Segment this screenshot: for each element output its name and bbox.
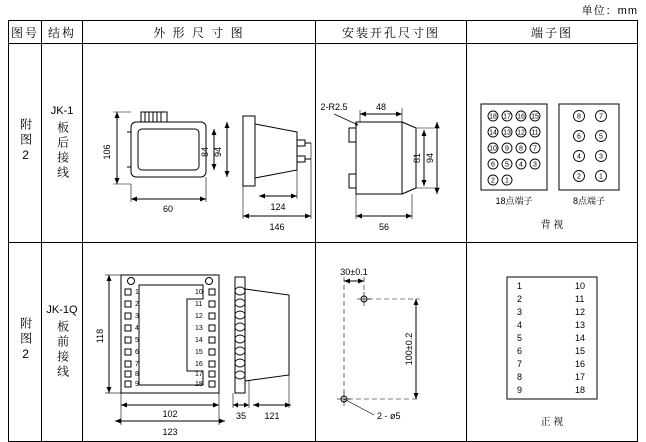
caption-front-view: 正 视 xyxy=(540,417,564,428)
ref-label-1: 附图2 xyxy=(18,118,33,165)
terminal-num: 14 xyxy=(575,333,586,343)
terminal-num: 8 xyxy=(517,372,523,382)
dim-94-hole: 94 xyxy=(425,152,435,164)
terminal-num: 6 xyxy=(517,346,523,356)
dim-123: 123 xyxy=(162,427,178,437)
caption-18-terminal: 18点端子 xyxy=(495,196,533,206)
terminal-num: 10 xyxy=(489,145,497,153)
mounting-hole-drawing-jk1q xyxy=(316,243,466,441)
terminal-num: 10 xyxy=(575,281,586,291)
outline-terminal-num: 16 xyxy=(195,360,203,368)
struct-text-1: 板后接线 xyxy=(55,121,70,181)
terminal-num: 4 xyxy=(517,320,523,330)
terminal-num: 5 xyxy=(599,133,603,141)
caption-rear-view: 背 视 xyxy=(540,220,564,231)
terminal-group-18 xyxy=(488,111,540,185)
terminal-num: 18 xyxy=(489,113,497,121)
terminal-num: 8 xyxy=(519,145,523,153)
terminal-num: 14 xyxy=(489,129,497,137)
struct-text-2: 板前接线 xyxy=(55,320,70,380)
table-row xyxy=(9,44,638,243)
terminal-num: 6 xyxy=(577,133,581,141)
outline-terminal-num: 15 xyxy=(195,348,203,356)
outline-terminal-num: 18 xyxy=(195,380,203,388)
th-struct: 结构 xyxy=(42,21,83,44)
outline-drawing-jk1 xyxy=(83,44,315,242)
terminal-group-8 xyxy=(574,111,607,182)
dim-118: 118 xyxy=(95,328,105,344)
terminal-num: 17 xyxy=(503,113,511,121)
cell-outline-1 xyxy=(83,44,316,243)
dim-121: 121 xyxy=(264,411,280,421)
dim-35: 35 xyxy=(235,411,247,421)
outline-terminal-num: 4 xyxy=(135,324,139,332)
cell-struct-2 xyxy=(42,243,83,442)
terminal-num: 11 xyxy=(575,294,585,304)
terminal-num: 5 xyxy=(505,161,509,169)
struct-model-1: JK-1 xyxy=(50,105,74,117)
dim-146: 146 xyxy=(269,222,285,232)
dim-84: 84 xyxy=(200,146,210,158)
dim-holes: 2 - ø5 xyxy=(377,411,401,421)
cell-terminal-2 xyxy=(467,243,638,442)
terminal-num: 11 xyxy=(531,129,539,137)
terminal-num: 2 xyxy=(577,173,581,181)
dim-30: 30±0.1 xyxy=(340,267,368,277)
terminal-num: 2 xyxy=(491,177,495,185)
terminal-num: 2 xyxy=(517,294,523,304)
outline-terminal-num: 1 xyxy=(135,288,139,296)
caption-8-terminal: 8点端子 xyxy=(572,196,606,206)
outline-terminal-num: 8 xyxy=(135,370,139,378)
unit-note: 单位：mm xyxy=(581,5,638,17)
cell-terminal-1 xyxy=(467,44,638,243)
th-hole: 安装开孔尺寸图 xyxy=(316,21,467,44)
outline-terminal-num: 11 xyxy=(195,300,203,308)
terminal-num: 1 xyxy=(599,173,603,181)
outline-terminal-num: 13 xyxy=(195,324,203,332)
terminal-num: 17 xyxy=(575,372,586,382)
terminal-num: 9 xyxy=(505,145,509,153)
terminal-num: 6 xyxy=(491,161,495,169)
outline-terminal-num: 3 xyxy=(135,312,139,320)
dim-48: 48 xyxy=(375,102,387,112)
terminal-drawing-jk1 xyxy=(467,44,637,242)
terminal-num: 4 xyxy=(519,161,523,169)
cell-ref-1 xyxy=(9,44,42,243)
cell-outline-2 xyxy=(83,243,316,442)
terminal-num: 5 xyxy=(517,333,523,343)
dim-100: 100±0.2 xyxy=(404,332,414,366)
dimension-table xyxy=(8,20,638,442)
outline-terminal-num: 2 xyxy=(135,300,139,308)
struct-model-2: JK-1Q xyxy=(46,304,78,316)
dim-124: 124 xyxy=(270,202,286,212)
th-terminal: 端子图 xyxy=(467,21,638,44)
outline-terminal-num: 12 xyxy=(195,312,203,320)
dim-81: 81 xyxy=(412,152,422,164)
terminal-num: 1 xyxy=(505,177,509,185)
terminal-num: 7 xyxy=(517,359,523,369)
terminal-num: 12 xyxy=(575,307,586,317)
terminal-num: 1 xyxy=(517,281,523,291)
terminal-num: 15 xyxy=(531,113,539,121)
dim-r25: 2-R2.5 xyxy=(320,102,348,112)
outline-terminal-num: 5 xyxy=(135,336,139,344)
terminal-num: 7 xyxy=(533,145,537,153)
dim-56: 56 xyxy=(378,222,390,232)
cell-struct-1 xyxy=(42,44,83,243)
dim-60: 60 xyxy=(162,204,174,214)
outline-terminal-num: 17 xyxy=(195,370,203,378)
table-row xyxy=(9,243,638,442)
cell-hole-1 xyxy=(316,44,467,243)
terminal-num: 13 xyxy=(575,320,586,330)
terminal-num: 7 xyxy=(599,113,603,121)
outline-terminal-num: 10 xyxy=(195,288,203,296)
terminal-num: 18 xyxy=(575,385,586,395)
terminal-num: 3 xyxy=(533,161,537,169)
terminal-num: 16 xyxy=(517,113,525,121)
cell-hole-2 xyxy=(316,243,467,442)
outline-drawing-jk1q xyxy=(83,243,315,441)
terminal-num: 3 xyxy=(599,153,603,161)
dim-94: 94 xyxy=(213,146,223,158)
terminal-num: 12 xyxy=(517,129,525,137)
dim-106: 106 xyxy=(102,144,112,160)
terminal-drawing-jk1q xyxy=(467,243,637,441)
outline-terminal-num: 9 xyxy=(135,380,139,388)
terminal-num: 8 xyxy=(577,113,581,121)
terminal-num: 3 xyxy=(517,307,523,317)
dim-102: 102 xyxy=(162,409,178,419)
terminal-num: 16 xyxy=(575,359,586,369)
mounting-hole-drawing-jk1 xyxy=(316,44,466,242)
outline-terminal-num: 7 xyxy=(135,360,139,368)
outline-terminal-num: 6 xyxy=(135,348,139,356)
ref-label-2: 附图2 xyxy=(18,317,33,364)
terminal-num: 15 xyxy=(575,346,586,356)
terminal-num: 9 xyxy=(517,385,523,395)
terminal-num: 4 xyxy=(577,153,581,161)
table-header-row xyxy=(9,21,638,44)
th-outline: 外 形 尺 寸 图 xyxy=(83,21,316,44)
cell-ref-2 xyxy=(9,243,42,442)
th-ref: 图号 xyxy=(9,21,42,44)
terminal-num: 13 xyxy=(503,129,511,137)
outline-terminal-num: 14 xyxy=(195,336,203,344)
